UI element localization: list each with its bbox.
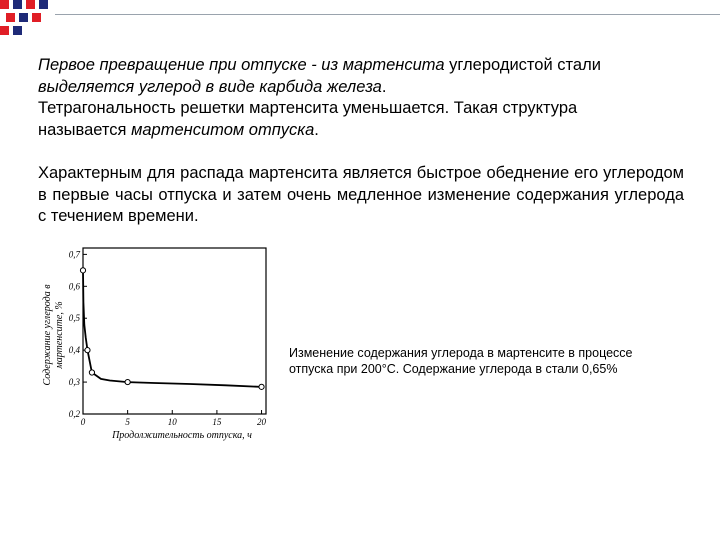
y-tick-label: 0,3 xyxy=(68,377,80,388)
p1-text-1: углеродистой стали xyxy=(444,56,601,74)
data-point-marker xyxy=(89,370,94,375)
y-tick-label: 0,2 xyxy=(68,409,80,419)
x-tick-label: 0 xyxy=(80,417,86,427)
plot-frame xyxy=(83,248,266,414)
figure-caption xyxy=(289,345,689,377)
y-tick-label: 0,6 xyxy=(68,281,80,292)
x-tick-label: 20 xyxy=(257,417,267,427)
x-tick-label: 15 xyxy=(212,417,222,427)
data-point-marker xyxy=(80,268,85,273)
data-point-marker xyxy=(125,379,130,384)
carbon-series-line xyxy=(83,270,262,387)
p1-italic-1: Первое превращение при отпуске - из мартенсита xyxy=(38,56,445,74)
caption-line-1: Изменение содержания углерода в мартенсите в процессе xyxy=(289,346,633,360)
x-tick-label: 10 xyxy=(167,417,177,427)
x-axis-label: Продолжительность отпуска, ч xyxy=(112,430,252,441)
p1-italic-2: выделяется углерод в виде карбида железа xyxy=(38,77,382,96)
p1-text-2: . xyxy=(381,77,387,96)
paragraph-tempering-first-stage xyxy=(38,55,684,141)
p1-text-3: Тетрагональность решетки мартенсита уменьшается. Такая структура xyxy=(38,99,578,117)
p1-italic-4: мартенситом отпуска xyxy=(131,120,315,139)
y-axis-label-line2: мартенсите, % xyxy=(54,301,65,369)
x-tick-label: 5 xyxy=(125,417,130,427)
data-point-marker xyxy=(259,384,264,389)
y-tick-label: 0,4 xyxy=(68,345,80,356)
y-tick-label: 0,5 xyxy=(68,313,80,324)
caption-line-2: отпуска при 200°С. Содержание углерода в стали 0,65% xyxy=(289,362,618,376)
y-axis-label-line1: Содержание углерода в xyxy=(42,284,53,386)
corner-squares-decoration xyxy=(0,0,60,40)
carbon-content-chart xyxy=(36,240,276,442)
y-tick-label: 0,7 xyxy=(68,249,80,260)
p1-text-4b: . xyxy=(314,120,319,139)
header-rule xyxy=(55,14,720,15)
data-point-marker xyxy=(85,348,90,353)
paragraph-martensite-decomposition: Характерным для распада мартенсита является быстрое обеднение его углеродом в первые часы отпуска и затем очень медленное изменение содержания углерода с течением времени. xyxy=(38,164,684,225)
p1-text-4: называется xyxy=(38,120,132,139)
